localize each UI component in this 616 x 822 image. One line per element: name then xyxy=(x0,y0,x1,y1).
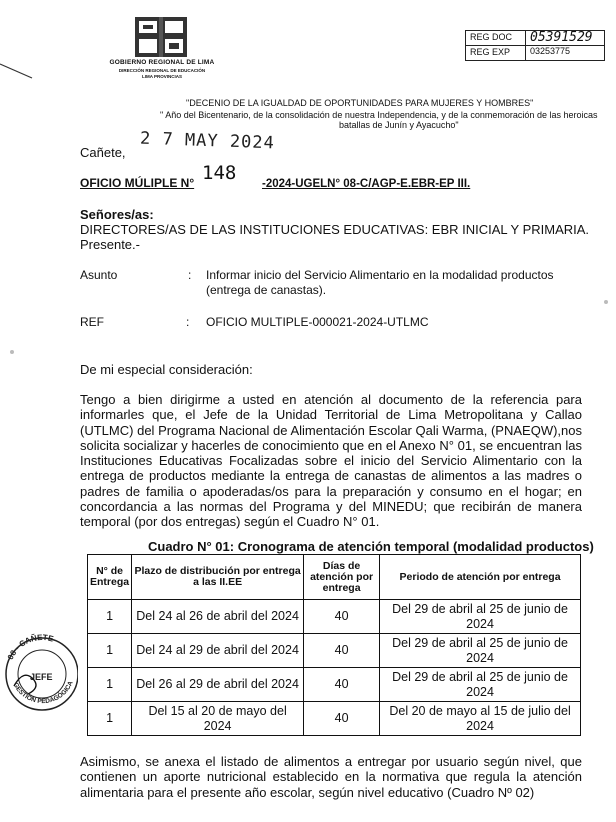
stamp-bottom-text: GESTIÓN PEDAGÓGICA xyxy=(11,680,75,706)
logo-subtitle-2: LIMA PROVINCIAS xyxy=(141,74,183,79)
table-cell: 40 xyxy=(304,600,380,634)
date-stamp: 2 7 MAY 2024 xyxy=(139,128,276,154)
svg-text:08 - CAÑETE xyxy=(6,633,55,661)
asunto-colon: : xyxy=(188,268,192,282)
table-row xyxy=(88,634,581,668)
addressee: DIRECTORES/AS DE LAS INSTITUCIONES EDUCATIVAS: EBR INICIAL Y PRIMARIA. xyxy=(80,222,590,237)
asunto-label: Asunto xyxy=(80,268,118,282)
oficio-label: OFICIO MÚLIPLE N° xyxy=(80,176,195,190)
anio-line-1: " Año del Bicentenario, de la consolidación de nuestra Independencia, y de la conmemoración de las heroicas xyxy=(160,110,598,120)
city: Cañete, xyxy=(80,145,126,160)
table-cell: Del 24 al 29 de abril del 2024 xyxy=(132,634,304,668)
table-header-row xyxy=(88,555,581,600)
table-cell: Del 26 al 29 de abril del 2024 xyxy=(132,668,304,702)
schedule-table xyxy=(87,554,581,736)
ref-text: OFICIO MULTIPLE-000021-2024-UTLMC xyxy=(206,315,429,329)
anio-line-2: batallas de Junín y Ayacucho" xyxy=(339,120,459,130)
table-cell: 40 xyxy=(304,702,380,736)
table-row xyxy=(88,702,581,736)
ref-label: REF xyxy=(80,315,104,329)
table-cell: Del 29 de abril al 25 de junio de 2024 xyxy=(380,668,581,702)
logo-name: GOBIERNO REGIONAL DE LIMA xyxy=(109,59,215,66)
stamp-center-text: JEFE xyxy=(30,672,53,682)
table-cell: 40 xyxy=(304,668,380,702)
table-cell: 1 xyxy=(88,702,132,736)
header-cell: Periodo de atención por entrega xyxy=(380,555,581,600)
header-cell: Plazo de distribución por entrega a las II.EE xyxy=(132,555,304,600)
scan-speck xyxy=(10,350,14,354)
presente: Presente.- xyxy=(80,237,140,252)
decenio-line: "DECENIO DE LA IGUALDAD DE OPORTUNIDADES PARA MUJERES Y HOMBRES" xyxy=(186,98,534,108)
table-cell: 1 xyxy=(88,600,132,634)
addressee-heading: Señores/as: xyxy=(80,207,154,222)
table-cell: Del 15 al 20 de mayo del 2024 xyxy=(132,702,304,736)
reg-doc-value: 05391529 xyxy=(530,30,593,45)
table-row xyxy=(88,668,581,702)
oficio-code: -2024-UGELN° 08-C/AGP-E.EBR-EP III. xyxy=(262,178,471,190)
reg-doc-label: REG DOC xyxy=(466,31,526,45)
reg-exp-value: 03253775 xyxy=(530,46,571,56)
scan-speck xyxy=(604,300,608,304)
margin-mark xyxy=(0,62,34,82)
logo-subtitle-1: DIRECCIÓN REGIONAL DE EDUCACIÓN xyxy=(118,68,206,73)
table-title: Cuadro N° 01: Cronograma de atención temporal (modalidad productos) xyxy=(148,539,594,554)
stamp-top-text: 08 - CAÑETE xyxy=(5,632,55,662)
body-paragraph-1: Tengo a bien dirigirme a usted en atención al documento de la referencia para informarles que, el Jefe de la Unidad Territorial de Lima Metropolitana y Callao (UTLMC) del Programa Nacional de Alimentación Escolar Qali Warma, (PNAEQW),nos solicita socializar y hacerles de conocimiento que en el Anexo N° 01, se encuentran las Instituciones Educativas Focalizadas sobre el inicio del Servicio Alimentario con la entrega de productos mediante la entrega de canastas de alimentos a las madres o padres de familia o apoderadas/os para la preparación y consumo en el hogar; en concordancia a las normas del Programa y del MINEDU; que recibirán de manera temporal (por dos entregas) según el Cuadro N° 01. xyxy=(80,392,582,530)
table-cell: 1 xyxy=(88,668,132,702)
table-cell: Del 29 de abril al 25 de junio de 2024 xyxy=(380,634,581,668)
official-stamp xyxy=(0,628,78,716)
reg-exp-label: REG EXP xyxy=(466,46,526,60)
oficio-number: 148 xyxy=(202,162,237,184)
asunto-text: Informar inicio del Servicio Alimentario en la modalidad productos (entrega de canastas). xyxy=(206,268,554,297)
gobierno-regional-logo xyxy=(135,17,187,57)
table-row xyxy=(88,600,581,634)
header-cell: N° de Entrega xyxy=(88,555,132,600)
table-cell: Del 20 de mayo al 15 de julio del 2024 xyxy=(380,702,581,736)
body-paragraph-2: Asimismo, se anexa el listado de alimentos a entregar por usuario según nivel, que contienen un aporte nutricional establecido en la normativa que regula la atención alimentaria para el presente año escolar, según nivel educativo (Cuadro Nº 02) xyxy=(80,754,582,800)
registration-box xyxy=(465,30,605,61)
ref-colon: : xyxy=(186,315,190,329)
table-cell: 1 xyxy=(88,634,132,668)
table-cell: Del 29 de abril al 25 de junio de 2024 xyxy=(380,600,581,634)
table-cell: Del 24 al 26 de abril del 2024 xyxy=(132,600,304,634)
salutation: De mi especial consideración: xyxy=(80,362,253,377)
header-cell: Días de atención por entrega xyxy=(304,555,380,600)
table-cell: 40 xyxy=(304,634,380,668)
